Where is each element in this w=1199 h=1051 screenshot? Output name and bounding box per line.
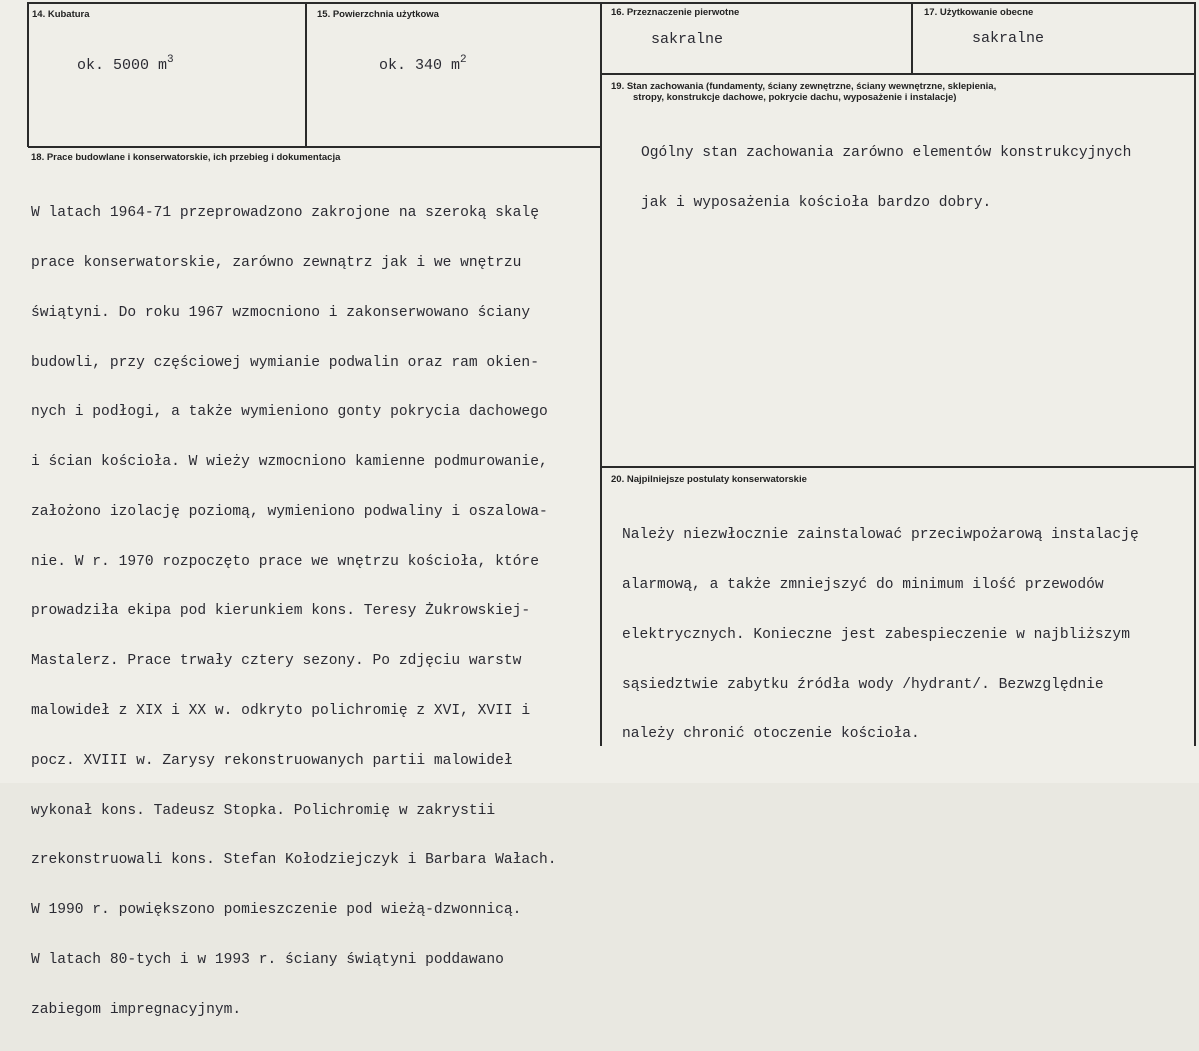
prace-line: świątyni. Do roku 1967 wzmocniono i zakonserwowano ściany xyxy=(31,304,531,321)
postulaty-line: sąsiedztwie zabytku źródła wody /hydrant/. Bezwzględnie xyxy=(622,676,1104,693)
left-border xyxy=(27,2,29,147)
prace-line: nych i podłogi, a także wymieniono gonty pokrycia dachowego xyxy=(31,404,548,421)
right-border xyxy=(1194,2,1196,746)
divider-16-19 xyxy=(601,73,1196,75)
stan-line: jak i wyposażenia kościoła bardzo dobry. xyxy=(641,194,992,211)
prace-line: prowadziła ekipa pod kierunkiem kons. Teresy Żukrowskiej- xyxy=(31,603,531,620)
field-label-kubatura: 14. Kubatura xyxy=(32,9,90,20)
prace-line: wykonał kons. Tadeusz Stopka. Polichromię w zakrystii xyxy=(31,802,496,819)
uzytkowanie-value: sakralne xyxy=(972,30,1045,47)
prace-line: W latach 80-tych i w 1993 r. ściany świątyni poddawano xyxy=(31,951,504,968)
prace-line: W 1990 r. powiększono pomieszczenie pod wieżą-dzwonnicą. xyxy=(31,902,522,919)
postulaty-text xyxy=(622,494,1139,776)
powierzchnia-prefix: ok. xyxy=(379,57,416,74)
field-label-postulaty: 20. Najpilniejsze postulaty konserwatorskie xyxy=(611,474,807,485)
top-border xyxy=(28,2,1196,4)
postulaty-line: elektrycznych. Konieczne jest zabespieczenie w najbliższym xyxy=(622,626,1130,643)
kubatura-prefix: ok. xyxy=(77,57,114,74)
field-label-prace: 18. Prace budowlane i konserwatorskie, ich przebieg i dokumentacja xyxy=(31,152,341,163)
postulaty-line: alarmową, a także zmniejszyć do minimum ilość przewodów xyxy=(622,576,1104,593)
prace-line: założono izolację poziomą, wymieniono podwaliny i oszalowa- xyxy=(31,503,548,520)
prace-text xyxy=(31,172,556,1051)
prace-line: nie. W r. 1970 rozpoczęto prace we wnętrzu kościoła, które xyxy=(31,553,539,570)
divider-14-18 xyxy=(28,146,601,148)
field-label-stan-line2: stropy, konstrukcje dachowe, pokrycie dachu, wyposażenie i instalacje) xyxy=(633,92,957,103)
stan-text xyxy=(641,112,1131,245)
kubatura-value xyxy=(77,54,174,74)
field-label-stan-line1: 19. Stan zachowania (fundamenty, ściany zewnętrzne, ściany wewnętrzne, sklepienia, xyxy=(611,81,997,92)
field-label-przeznaczenie: 16. Przeznaczenie pierwotne xyxy=(611,7,740,18)
field-label-uzytkowanie: 17. Użytkowanie obecne xyxy=(924,7,1034,18)
prace-line: zrekonstruowali kons. Stefan Kołodziejczyk i Barbara Wałach. xyxy=(31,852,557,869)
kubatura-exponent: 3 xyxy=(167,54,174,66)
prace-line: W latach 1964-71 przeprowadzono zakrojone na szeroką skalę xyxy=(31,205,539,222)
prace-line: zabiegom impregnacyjnym. xyxy=(31,1001,242,1018)
stan-line: Ogólny stan zachowania zarówno elementów konstrukcyjnych xyxy=(641,145,1132,162)
field-label-powierzchnia: 15. Powierzchnia użytkowa xyxy=(317,9,439,20)
prace-line: i ścian kościoła. W wieży wzmocniono kamienne podmurowanie, xyxy=(31,454,548,471)
divider-19-20 xyxy=(601,466,1196,468)
prace-line: prace konserwatorskie, zarówno zewnątrz jak i we wnętrzu xyxy=(31,254,522,271)
powierzchnia-number: 340 xyxy=(415,57,443,74)
prace-line: budowli, przy częściowej wymianie podwalin oraz ram okien- xyxy=(31,354,539,371)
center-divider xyxy=(600,2,602,746)
powierzchnia-unit: m xyxy=(442,57,461,74)
powierzchnia-value xyxy=(379,54,467,74)
postulaty-line: należy chronić otoczenie kościoła. xyxy=(622,726,920,743)
divider-16-17 xyxy=(911,2,913,74)
powierzchnia-exponent: 2 xyxy=(460,54,467,66)
przeznaczenie-value: sakralne xyxy=(651,31,724,48)
prace-line: Mastalerz. Prace trwały cztery sezony. Po zdjęciu warstw xyxy=(31,653,522,670)
prace-line: malowideł z XIX i XX w. odkryto polichromię z XVI, XVII i xyxy=(31,703,531,719)
prace-line: pocz. XVIII w. Zarysy rekonstruowanych partii malowideł xyxy=(31,752,513,769)
postulaty-line: Należy niezwłocznie zainstalować przeciwpożarową instalację xyxy=(622,527,1139,544)
divider-14-15 xyxy=(305,2,307,147)
kubatura-unit: m xyxy=(149,57,168,74)
kubatura-number: 5000 xyxy=(113,57,150,74)
